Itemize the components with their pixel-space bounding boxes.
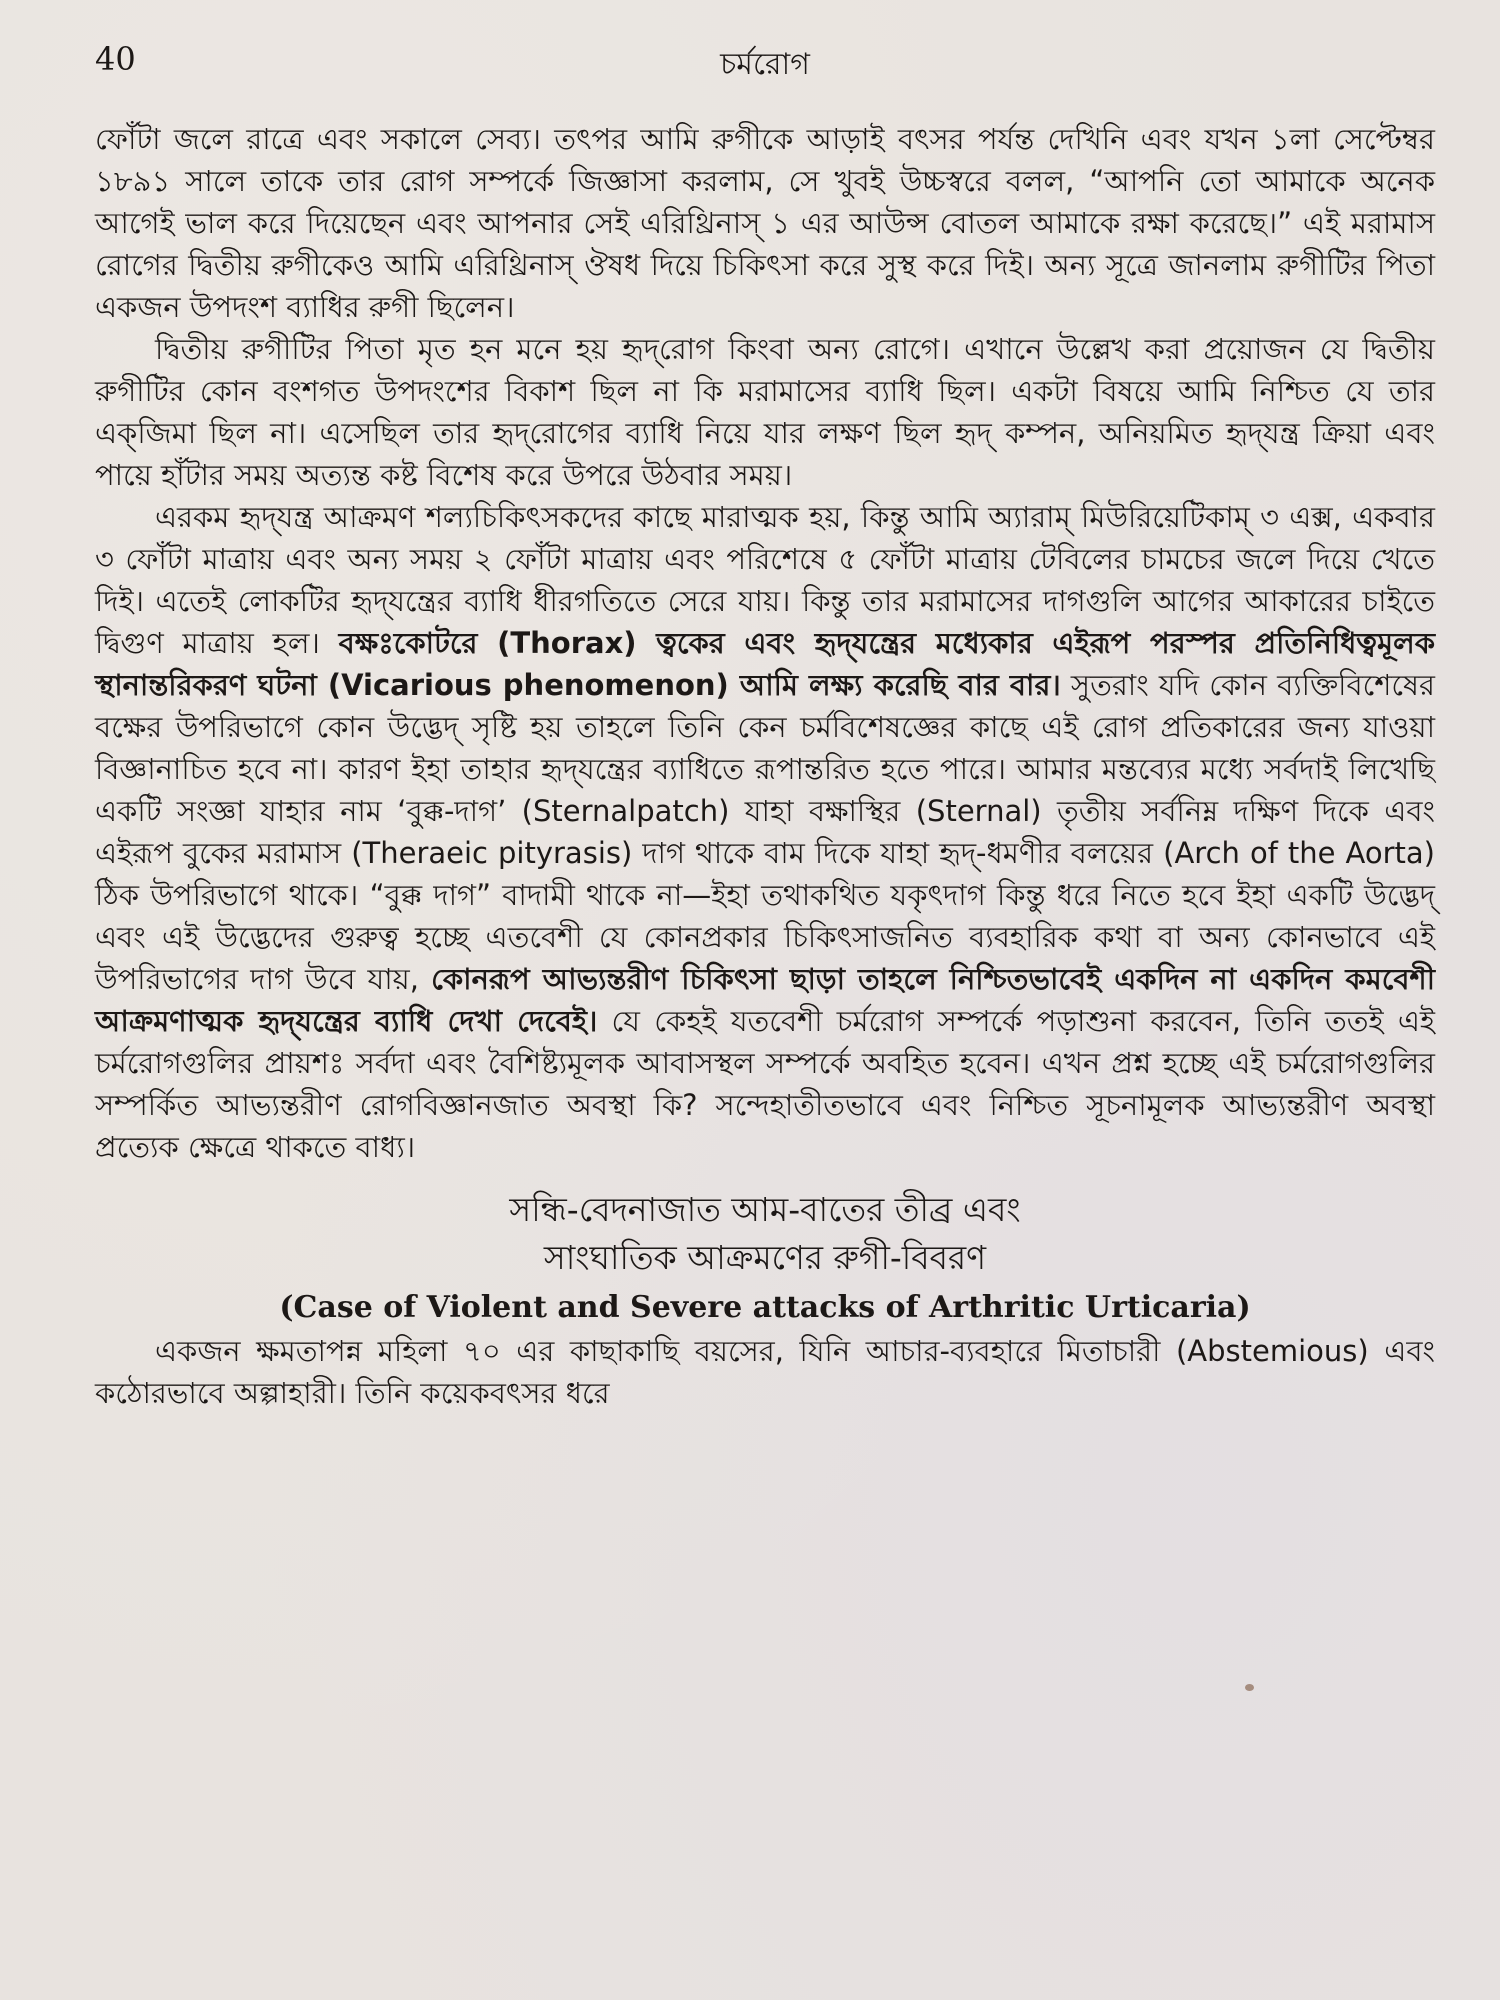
paragraph-text: যে কেহই যতবেশী চর্মরোগ সম্পর্কে পড়াশুনা করবেন, তিনি ততই এই চর্মরোগগুলির প্রায়শঃ সর্বদা এবং বৈশিষ্ট্যমূলক আবাসস্থল সম্পর্কে অবহিত হবেন। এখন প্রশ্ন হচ্ছে এই চর্মরোগগুলির সম্পর্কিত আভ্যন্তরীণ রোগবিজ্ঞানজাত অবস্থা কি? সন্দেহাতীতভাবে এবং নিশ্চিত সূচনামূলক আভ্যন্তরীণ অবস্থা প্রত্যেক ক্ষেত্রে থাকতে বাধ্য। <box>95 1004 1435 1164</box>
page-header <box>95 40 1435 90</box>
paragraph-text: ফোঁটা জলে রাত্রে এবং সকালে সেব্য। তৎপর আমি রুগীকে আড়াই বৎসর পর্যন্ত দেখিনি এবং যখন ১লা সেপ্টেম্বর ১৮৯১ সালে তাকে তার রোগ সম্পর্কে জিজ্ঞাসা করলাম, সে খুবই উচ্চস্বরে বলল, “আপনি তো আমাকে অনেক আগেই ভাল করে দিয়েছেন এবং আপনার সেই এরিথ্রিনাস্ ১ এর আউন্স বোতল আমাকে রক্ষা করেছে।” এই মরামাস রোগের দ্বিতীয় রুগীকেও আমি এরিথ্রিনাস্ ঔষধ দিয়ে চিকিৎসা করে সুস্থ করে দিই। অন্য সূত্রে জানলাম রুগীটির পিতা একজন উপদংশ ব্যাধির রুগী ছিলেন। <box>95 122 1435 324</box>
body-paragraph <box>95 496 1435 1168</box>
paragraph-text: দ্বিতীয় রুগীটির পিতা মৃত হন মনে হয় হৃদ্‌রোগ কিংবা অন্য রোগে। এখানে উল্লেখ করা প্রয়োজন যে দ্বিতীয় রুগীটির কোন বংশগত উপদংশের বিকাশ ছিল না কি মরামাসের ব্যাধি ছিল। একটা বিষয়ে আমি নিশ্চিত যে তার এক্‌জিমা ছিল না। এসেছিল তার হৃদ্‌রোগের ব্যাধি নিয়ে যার লক্ষণ ছিল হৃদ্ কম্পন, অনিয়মিত হৃদ্‌যন্ত্র ক্রিয়া এবং পায়ে হাঁটার সময় অত্যন্ত কষ্ট বিশেষ করে উপরে উঠবার সময়। <box>95 332 1435 492</box>
emphasized-text: কোনরূপ আভ্যন্তরীণ চিকিৎসা ছাড়া তাহলে নিশ্চিতভাবেই একদিন না একদিন কমবেশী আক্রমণাত্মক হৃদ্‌যন্ত্রের ব্যাধি দেখা দেবেই। <box>95 962 1435 1038</box>
section-heading-line-1: সন্ধি-বেদনাজাত আম-বাতের তীব্র এবং <box>509 1190 1021 1229</box>
paragraph-text: এরকম হৃদ্‌যন্ত্র আক্রমণ শল্যচিকিৎসকদের কাছে মারাত্মক হয়, কিন্তু আমি অ্যারাম্ মিউরিয়েটিকাম্ ৩ এক্স, একবার ৩ ফোঁটা মাত্রায় এবং অন্য সময় ২ ফোঁটা মাত্রায় এবং পরিশেষে ৫ ফোঁটা মাত্রায় টেবিলের চামচের জলে দিয়ে খেতে দিই। এতেই লোকটির হৃদ্‌যন্ত্রের ব্যাধি ধীরগতিতে সেরে যায়। কিন্তু তার মরামাসের দাগগুলি আগের আকারের চাইতে দ্বিগুণ মাত্রায় হল। <box>95 500 1435 660</box>
final-paragraph: একজন ক্ষমতাপন্ন মহিলা ৭০ এর কাছাকাছি বয়সের, যিনি আচার-ব্যবহারে মিতাচারী (Abstemious) এবং কঠোরভাবে অল্পাহারী। তিনি কয়েকবৎসর ধরে <box>95 1334 1435 1410</box>
section-heading-line-2: সাংঘাতিক আক্রমণের রুগী-বিবরণ <box>543 1238 987 1277</box>
body-text <box>95 118 1435 1414</box>
paragraphs <box>95 118 1435 1168</box>
section-heading-english: (Case of Violent and Severe attacks of Arthritic Urticaria) <box>279 1290 1251 1325</box>
section-heading <box>95 1186 1435 1330</box>
ink-speck <box>1245 1684 1254 1691</box>
page-number: 40 <box>95 40 136 78</box>
body-paragraph <box>95 328 1435 496</box>
body-paragraph <box>95 118 1435 328</box>
running-title: চর্মরোগ <box>720 47 810 82</box>
emphasized-text: বক্ষঃকোটরে (Thorax) ত্বকের এবং হৃদ্‌যন্ত্রের মধ্যেকার এইরূপ পরস্পর প্রতিনিধিত্বমূলক স্থানান্তরিকরণ ঘটনা (Vicarious phenomenon) আমি লক্ষ্য করেছি বার বার। <box>95 626 1435 702</box>
paragraph-text: সুতরাং যদি কোন ব্যক্তিবিশেষের বক্ষের উপরিভাগে কোন উদ্ভেদ্ সৃষ্টি হয় তাহলে তিনি কেন চর্মবিশেষজ্ঞের কাছে এই রোগ প্রতিকারের জন্য যাওয়া বিজ্ঞানাচিত হবে না। কারণ ইহা তাহার হৃদ্‌যন্ত্রের ব্যাধিতে রূপান্তরিত হতে পারে। আমার মন্তব্যের মধ্যে সর্বদাই লিখেছি একটি সংজ্ঞা যাহার নাম ‘বুক্ক-দাগ’ (Sternalpatch) যাহা বক্ষাস্থির (Sternal) তৃতীয় সর্বনিম্ন দক্ষিণ দিকে এবং এইরূপ বুকের মরামাস (Theraeic pityrasis) দাগ থাকে বাম দিকে যাহা হৃদ্-ধমণীর বলয়ের (Arch of the Aorta) ঠিক উপরিভাগে থাকে। “বুক্ক দাগ” বাদামী থাকে না—ইহা তথাকথিত যকৃৎদাগ কিন্তু ধরে নিতে হবে ইহা একটি উদ্ভেদ্ এবং এই উদ্ভেদের গুরুত্ব হচ্ছে এতবেশী যে কোনপ্রকার চিকিৎসাজনিত ব্যবহারিক কথা বা অন্য কোনভাবে এই উপরিভাগের দাগ উবে যায়, <box>95 668 1435 996</box>
